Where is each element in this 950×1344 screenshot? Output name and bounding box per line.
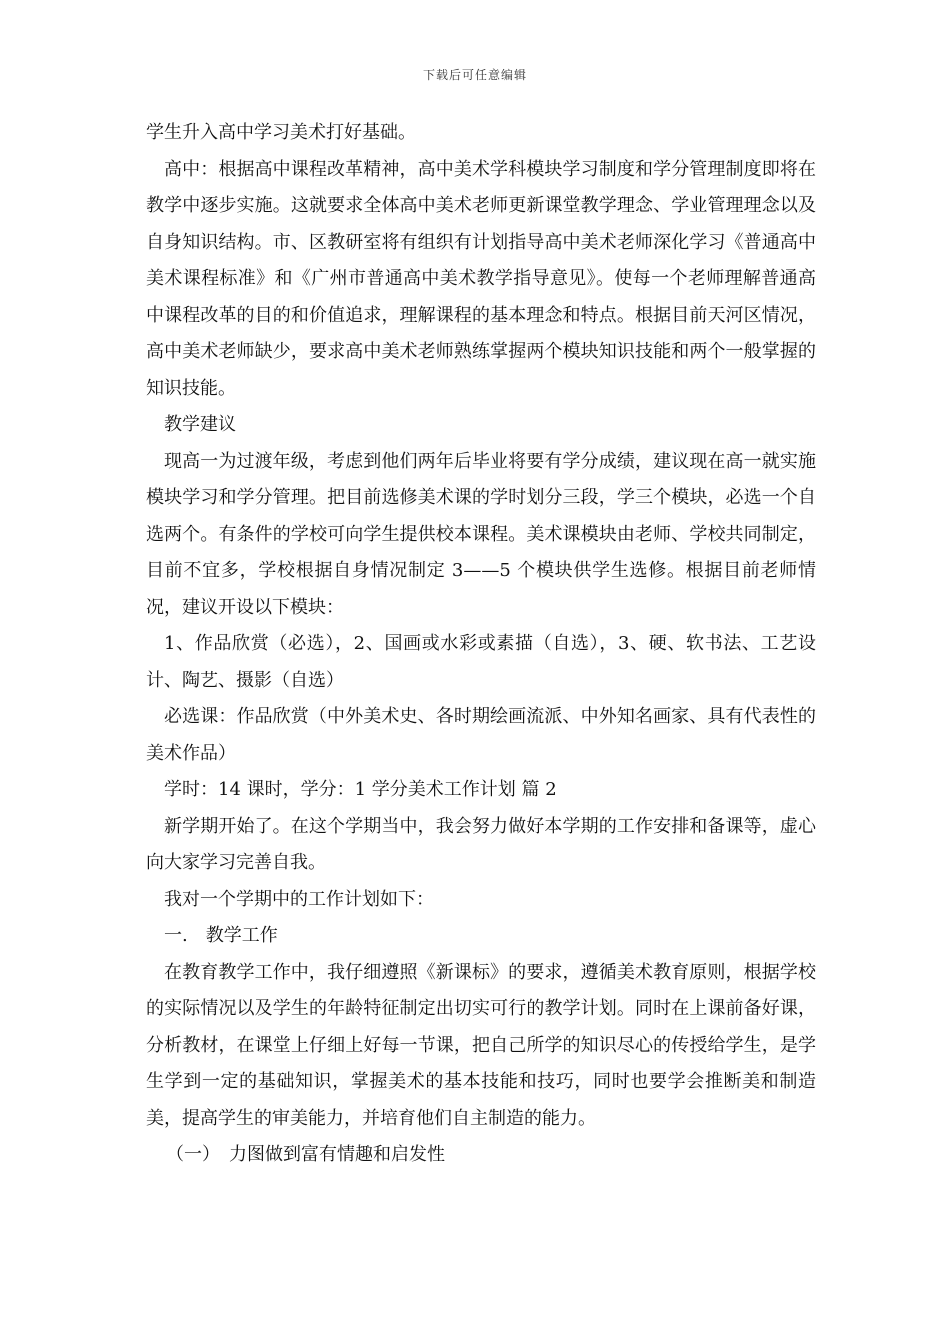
- paragraph-high-school: 高中：根据高中课程改革精神，高中美术学科模块学习制度和学分管理制度即将在教学中逐步实施。这就要求全体高中美术老师更新课堂教学理念、学业管理理念以及自身知识结构。市、区教研室将有组织有计划指导高中美术老师深化学习《普通高中美术课程标准》和《广州市普通高中美术教学指导意见》。使每一个老师理解普通高中课程改革的目的和价值追求，理解课程的基本理念和特点。根据目前天河区情况，高中美术老师缺少，要求高中美术老师熟练掌握两个模块知识技能和两个一般掌握的知识技能。: [146, 158, 816, 399]
- paragraph-credit-hours: 学时：14 课时，学分：1 学分美术工作计划 篇 2: [164, 779, 557, 800]
- heading-teaching-work: 一. 教学工作: [164, 925, 278, 946]
- paragraph-grade-one: 现高一为过渡年级，考虑到他们两年后毕业将要有学分成绩，建议现在高一就实施模块学习和学分管理。把目前选修美术课的学时划分三段，学三个模块，必选一个自选两个。有条件的学校可向学生提供校本课程。美术课模块由老师、学校共同制定，目前不宜多，学校根据自身情况制定 3——5 个模块供学生选修。根据目前老师情况，建议开设以下模块：: [146, 450, 816, 618]
- paragraph-plan-intro: 我对一个学期中的工作计划如下：: [164, 888, 434, 910]
- heading-teaching-suggestions: 教学建议: [164, 414, 236, 435]
- heading-sub-one: （一） 力图做到富有情趣和启发性: [166, 1144, 445, 1165]
- paragraph-required-course: 必选课：作品欣赏（中外美术史、各时期绘画流派、中外知名画家、具有代表性的美术作品）: [146, 706, 816, 764]
- paragraph-new-semester: 新学期开始了。在这个学期当中，我会努力做好本学期的工作安排和备课等，虚心向大家学习完善自我。: [146, 815, 816, 873]
- paragraph-intro-end: 学生升入高中学习美术打好基础。: [146, 122, 416, 143]
- page-header: 下载后可任意编辑: [422, 68, 527, 82]
- document-body: [146, 115, 816, 1174]
- paragraph-teaching-work: 在教育教学工作中，我仔细遵照《新课标》的要求，遵循美术教育原则，根据学校的实际情况以及学生的年龄特征制定出切实可行的教学计划。同时在上课前备好课，分析教材，在课堂上仔细上好每一节课，把自己所学的知识尽心的传授给学生，是学生学到一定的基础知识，掌握美术的基本技能和技巧，同时也要学会推断美和制造美，提高学生的审美能力，并培育他们自主制造的能力。: [146, 961, 816, 1129]
- paragraph-modules-list: 1、作品欣赏（必选），2、国画或水彩或素描（自选），3、硬、软书法、工艺设计、陶艺、摄影（自选）: [146, 633, 816, 691]
